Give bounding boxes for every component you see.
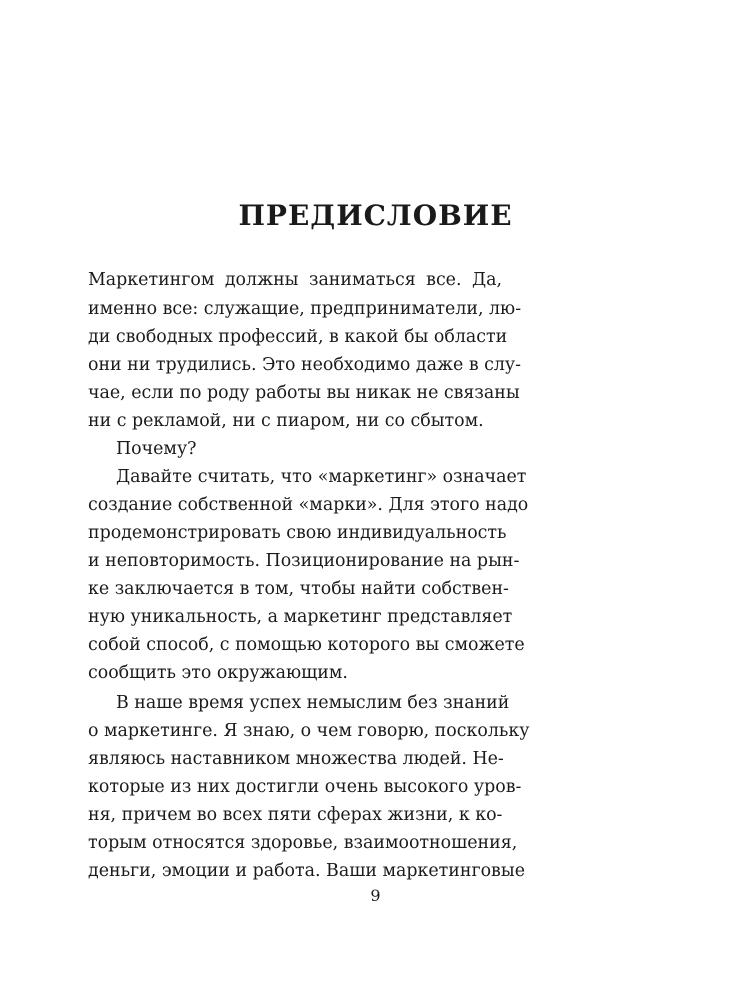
text-line: ни с рекламой, ни с пиаром, ни со сбытом. — [88, 411, 484, 431]
text-line: ную уникальность, а маркетинг представляет — [88, 607, 513, 627]
text-line: которые из них достигли очень высокого уров- — [88, 777, 522, 797]
text-line: Маркетингом должны заниматься все. Да, — [88, 270, 502, 290]
text-line: собой способ, с помощью которого вы сможете — [88, 635, 525, 655]
text-line: о маркетинге. Я знаю, о чем говорю, поскольку — [88, 721, 530, 741]
text-line: создание собственной «марки». Для этого надо — [88, 495, 529, 515]
text-line: Давайте считать, что «маркетинг» означает — [116, 467, 527, 487]
text-line: В наше время успех немыслим без знаний — [116, 693, 510, 713]
page-number: 9 — [370, 886, 381, 905]
text-line: торым относятся здоровье, взаимоотношения, — [88, 833, 518, 853]
text-line: деньги, эмоции и работа. Ваши маркетинговые — [88, 861, 525, 881]
text-line: чае, если по роду работы вы никак не связаны — [88, 383, 520, 403]
text-line: ня, причем во всех пяти сферах жизни, к ко- — [88, 805, 503, 825]
text-line: они ни трудились. Это необходимо даже в слу- — [88, 355, 522, 375]
text-line: сообщить это окружающим. — [88, 663, 348, 683]
chapter-title: ПРЕДИСЛОВИЕ — [238, 199, 513, 232]
text-line: и неповторимость. Позиционирование на рын- — [88, 551, 520, 571]
text-line: являюсь наставником множества людей. Не- — [88, 749, 504, 769]
text-line: Почему? — [116, 439, 197, 459]
text-line: именно все: служащие, предприниматели, лю- — [88, 299, 522, 319]
text-line: продемонстрировать свою индивидуальность — [88, 523, 507, 543]
text-line: ке заключается в том, чтобы найти собствен- — [88, 579, 509, 599]
text-line: ди свободных профессий, в какой бы области — [88, 327, 508, 347]
